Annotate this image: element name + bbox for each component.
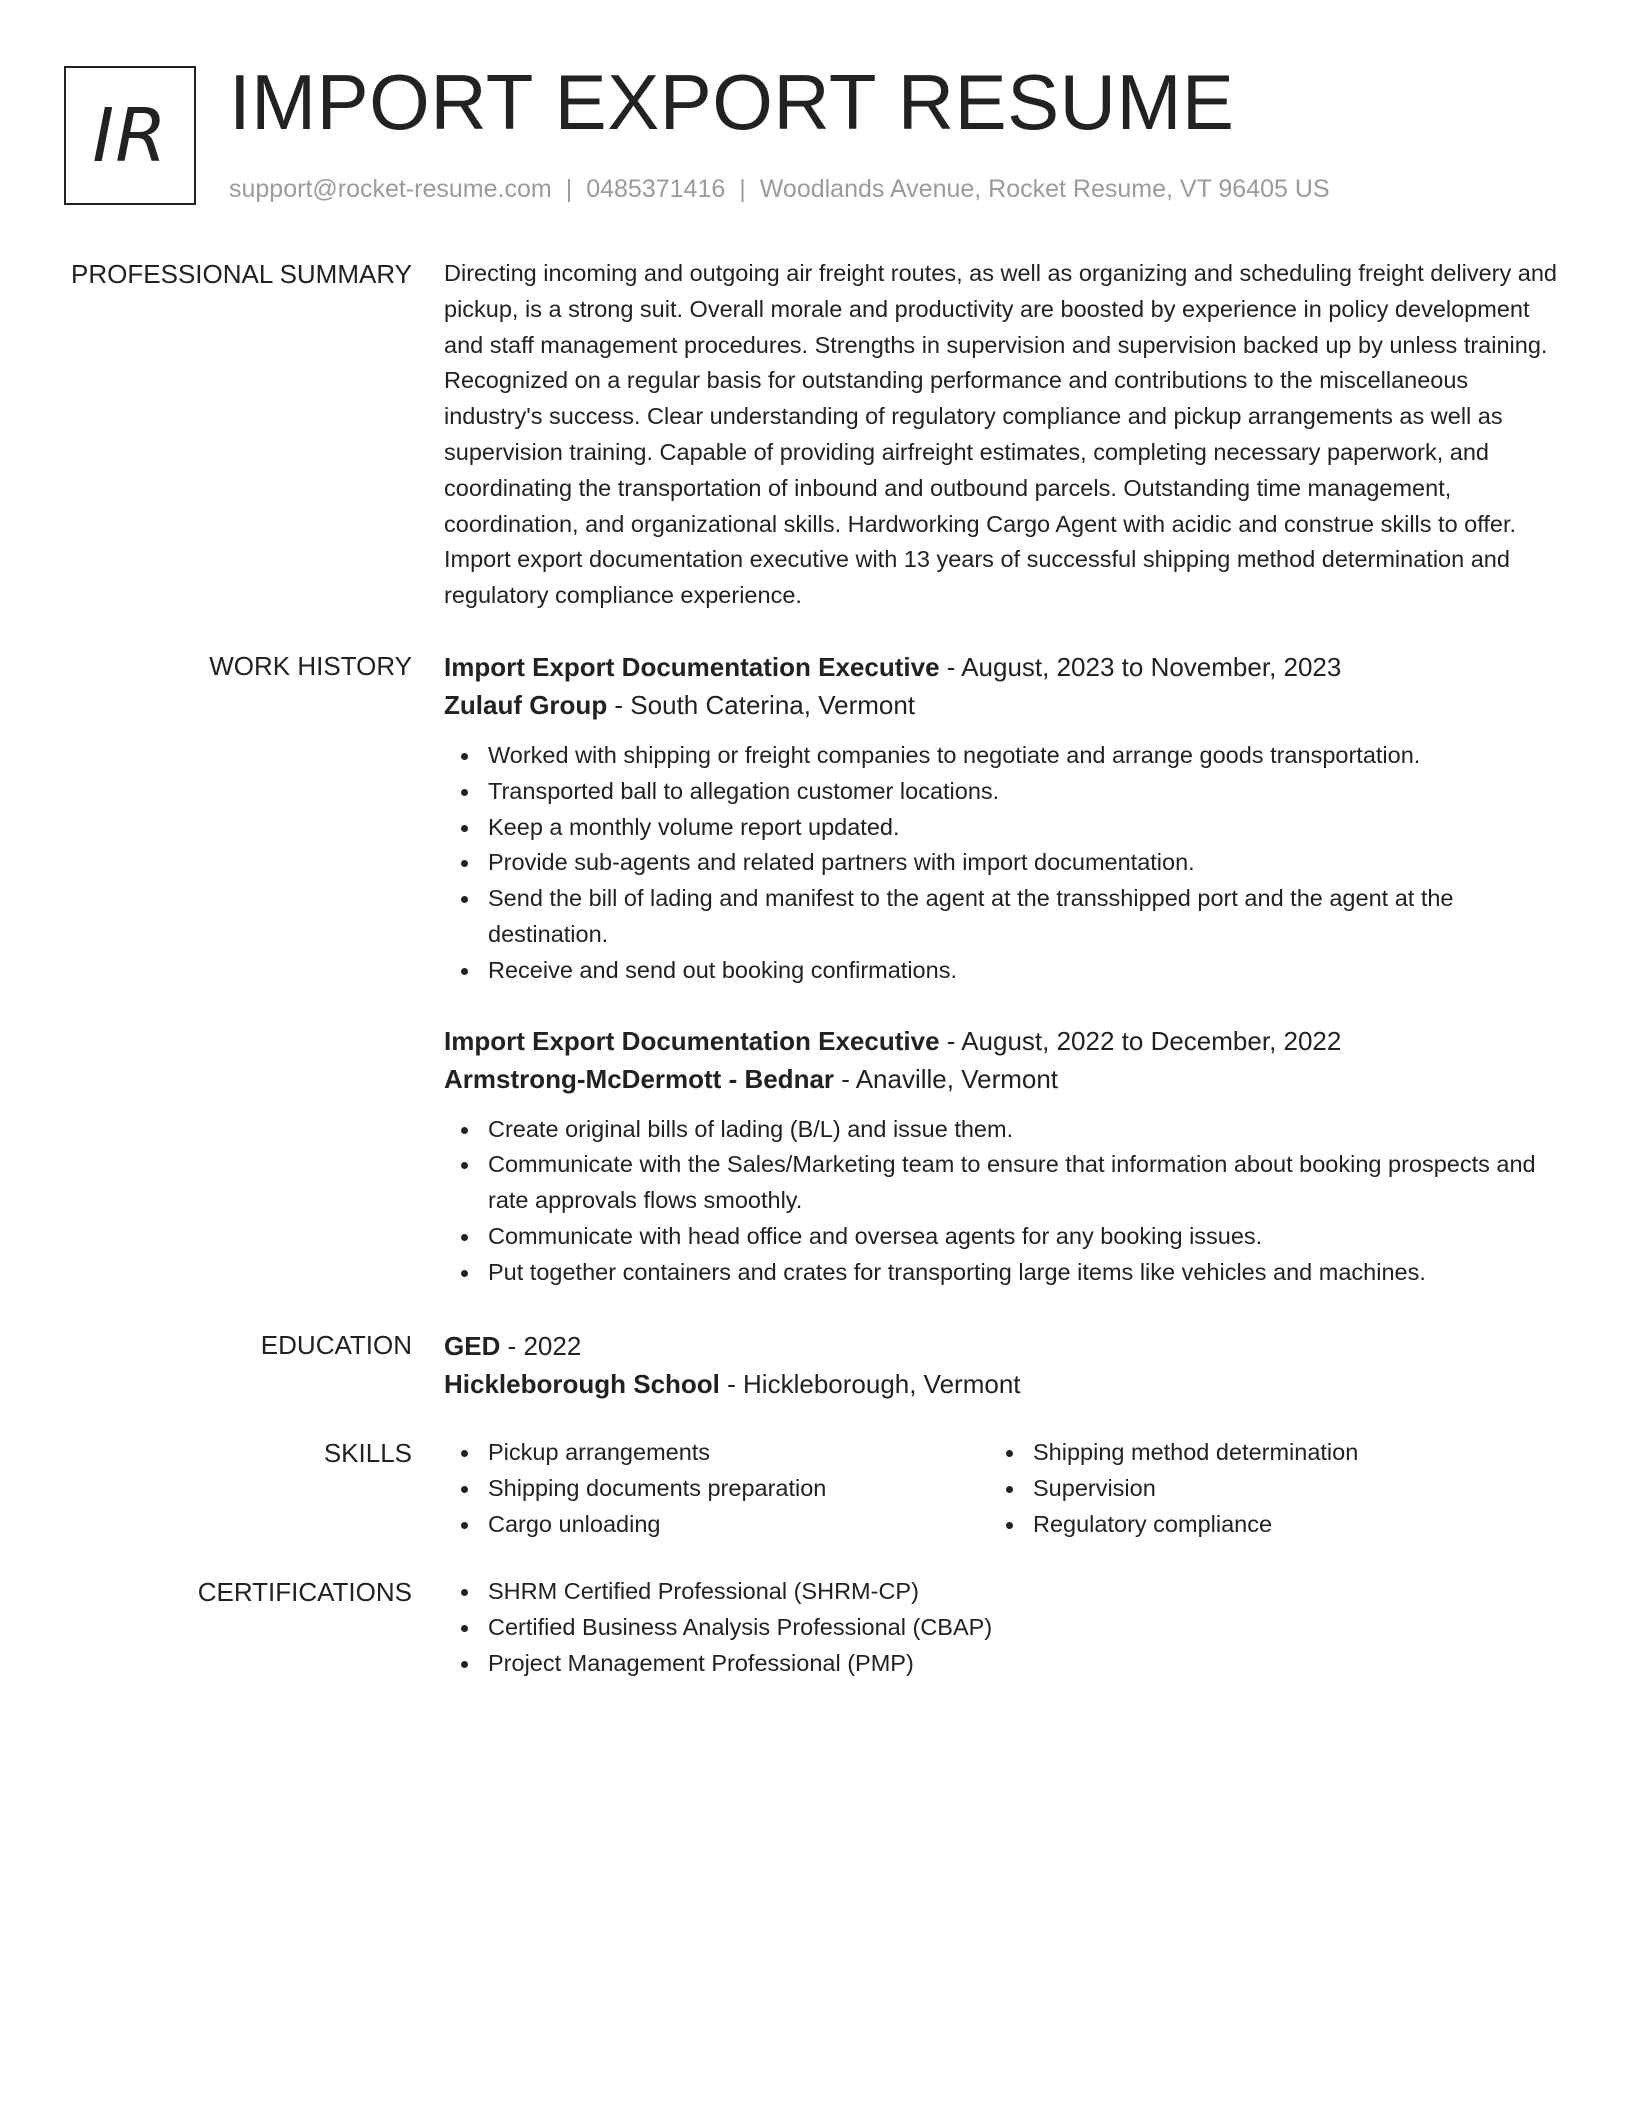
job-title-line [444, 1022, 1559, 1060]
job-title-line [444, 648, 1559, 686]
list-item: Supervision [1033, 1471, 1534, 1507]
list-item: Regulatory compliance [1033, 1507, 1534, 1543]
employer-name: Zulauf Group [444, 690, 608, 720]
certifications-list [444, 1574, 1559, 1681]
contact-line [229, 174, 1330, 204]
job-entry [444, 1022, 1559, 1291]
school-name: Hickleborough School [444, 1369, 720, 1399]
list-item: Shipping documents preparation [488, 1471, 989, 1507]
employer-line [444, 1060, 1559, 1098]
contact-phone[interactable]: 0485371416 [586, 175, 726, 203]
section-heading-summary: PROFESSIONAL SUMMARY [71, 259, 412, 289]
employer-location: - South Caterina, Vermont [607, 690, 916, 720]
list-item: Keep a monthly volume report updated. [488, 810, 1559, 846]
list-item: Send the bill of lading and manifest to the agent at the transshipped port and the agent at the destination. [488, 881, 1559, 953]
certifications-body [444, 1574, 1559, 1681]
degree-year: - 2022 [500, 1331, 582, 1361]
list-item: Cargo unloading [488, 1507, 989, 1543]
list-item: Shipping method determination [1033, 1435, 1534, 1471]
contact-address: Woodlands Avenue, Rocket Resume, VT 96405 US [759, 175, 1330, 203]
list-item: Create original bills of lading (B/L) and issue them. [488, 1112, 1559, 1148]
job-entry [444, 648, 1559, 989]
contact-separator: | [565, 175, 573, 203]
section-heading-work-history: WORK HISTORY [209, 651, 412, 681]
contact-email[interactable]: support@rocket-resume.com [229, 175, 552, 203]
monogram-initials: IR [92, 92, 168, 179]
skills-column-right [989, 1435, 1534, 1542]
skills-column-left [444, 1435, 989, 1542]
degree-line [444, 1327, 1559, 1365]
employer-line [444, 686, 1559, 724]
job-dates: - August, 2023 to November, 2023 [939, 652, 1342, 682]
skills-list [444, 1435, 989, 1542]
list-item: Receive and send out booking confirmations. [488, 953, 1559, 989]
list-item: Project Management Professional (PMP) [488, 1646, 1559, 1682]
list-item: Certified Business Analysis Professional (CBAP) [488, 1610, 1559, 1646]
section-heading-education: EDUCATION [260, 1330, 412, 1360]
job-duties-list [444, 738, 1559, 989]
list-item: Put together containers and crates for transporting large items like vehicles and machines. [488, 1255, 1559, 1291]
monogram-logo [64, 66, 196, 205]
list-item: Communicate with head office and oversea agents for any booking issues. [488, 1219, 1559, 1255]
job-title: Import Export Documentation Executive [444, 1025, 940, 1056]
degree-name: GED [444, 1331, 501, 1361]
summary-body [444, 256, 1559, 614]
school-location: - Hickleborough, Vermont [719, 1369, 1021, 1399]
contact-separator: | [739, 175, 746, 203]
summary-text: Directing incoming and outgoing air freight routes, as well as organizing and scheduling freight delivery and pickup, is a strong suit. Overall morale and productivity are boosted by experience in policy development and staff management procedures. Strengths in supervision and supervision backed up by unless training. Recognized on a regular basis for outstanding performance and contributions to the miscellaneous industry's success. Clear understanding of regulatory compliance and pickup arrangements as well as supervision training. Capable of providing airfreight estimates, completing necessary paperwork, and coordinating the transportation of inbound and outbound parcels. Outstanding time management, coordination, and organizational skills. Hardworking Cargo Agent with acidic and construe skills to offer. Import export documentation executive with 13 years of successful shipping method determination and regulatory compliance experience. [444, 260, 1557, 609]
list-item: SHRM Certified Professional (SHRM-CP) [488, 1574, 1559, 1610]
list-item: Communicate with the Sales/Marketing team to ensure that information about booking prospects and rate approvals flows smoothly. [488, 1147, 1559, 1219]
employer-name: Armstrong-McDermott - Bednar [444, 1063, 835, 1094]
employer-location: - Anaville, Vermont [834, 1063, 1059, 1094]
work-history-body [444, 648, 1559, 1291]
job-duties-list [444, 1112, 1559, 1291]
resume-title: IMPORT EXPORT RESUME [229, 58, 1235, 146]
list-item: Worked with shipping or freight companies to negotiate and arrange goods transportation. [488, 738, 1559, 774]
list-item: Provide sub-agents and related partners with import documentation. [488, 845, 1559, 881]
skills-body [444, 1435, 1559, 1542]
section-heading-skills: SKILLS [323, 1438, 412, 1468]
job-title: Import Export Documentation Executive [444, 652, 940, 682]
job-dates: - August, 2022 to December, 2022 [939, 1025, 1342, 1056]
education-body [444, 1327, 1559, 1403]
skills-list [989, 1435, 1534, 1542]
list-item: Pickup arrangements [488, 1435, 989, 1471]
section-heading-certifications: CERTIFICATIONS [197, 1577, 412, 1607]
school-line [444, 1365, 1559, 1403]
list-item: Transported ball to allegation customer locations. [488, 774, 1559, 810]
